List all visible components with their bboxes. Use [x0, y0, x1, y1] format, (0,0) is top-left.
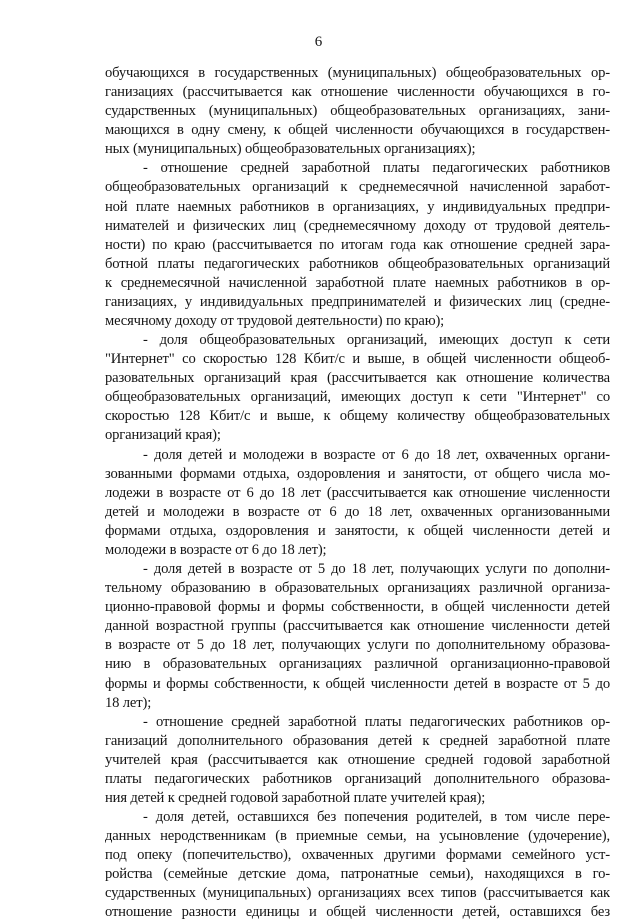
paragraph: [105, 713, 610, 808]
text-line: ганизаций дополнительного образования детей к средней заработной плате: [105, 732, 610, 749]
text-line: - доля детей в возрасте от 5 до 18 лет, получающих услуги по дополни-: [143, 561, 610, 578]
text-line: платы педагогических работников организаций дополнительного образова-: [105, 770, 610, 787]
text-line: ния детей к средней годовой заработной плате учителей края);: [105, 789, 486, 806]
text-line: - доля детей, оставшихся без попечения родителей, в том числе пере-: [143, 809, 610, 826]
text-line: - отношение средней заработной платы педагогических работников ор-: [143, 713, 610, 730]
text-line: молодежи в возрасте от 6 до 18 лет);: [105, 541, 327, 558]
text-line: "Интернет" со скоростью 128 Кбит/с и выше, в общей численности общеоб-: [105, 351, 610, 368]
text-line: общеобразовательных организаций, имеющих доступ к сети "Интернет" со: [105, 389, 610, 406]
page-number: 6: [314, 34, 323, 50]
text-line: формы и формы собственности, к общей численности детей в возрасте от 5 до: [105, 675, 610, 692]
text-line: учителей края (рассчитывается как отношение средней годовой заработной: [105, 751, 610, 768]
text-line: обучающихся в государственных (муниципальных) общеобразовательных ор-: [105, 65, 610, 81]
text-line: данной возрастной группы (рассчитывается как отношение численности детей: [105, 618, 610, 635]
paragraph: [105, 159, 610, 331]
text-line: сударственных (муниципальных) организациях всех типов (рассчитывается как: [105, 885, 610, 902]
text-line: скоростью 128 Кбит/с и выше, к общему количеству общеобразовательных: [105, 408, 610, 425]
text-line: под опеку (попечительство), охваченных другими формами семейного уст-: [105, 847, 610, 864]
text-line: ционно-правовой формы и формы собственности, в общей численности детей: [105, 599, 610, 616]
text-line: нимателей и физических лиц (среднемесячному доходу от трудовой деятель-: [105, 217, 610, 234]
text-line: - отношение средней заработной платы педагогических работников: [143, 160, 610, 177]
text-line: - доля детей и молодежи в возрасте от 6 до 18 лет, охваченных органи-: [143, 446, 610, 463]
paragraph: [105, 331, 610, 445]
text-line: 18 лет);: [105, 694, 152, 711]
paragraph: [105, 560, 610, 713]
text-line: ройства (семейные детские дома, патронатные семьи), находящихся в го-: [105, 866, 610, 883]
text-line: лодежи в возрасте от 6 до 18 лет (рассчитывается как отношение численности: [105, 484, 610, 501]
text-line: нию в образовательных организациях различной организационно-правовой: [105, 656, 610, 673]
text-line: организаций края);: [105, 427, 221, 444]
paragraph: [105, 64, 610, 159]
text-line: данных неродственникам (в приемные семьи, на усыновление (удочерение),: [105, 828, 610, 845]
text-line: формами отдыха, оздоровления и занятости, к общей численности детей и: [105, 522, 610, 539]
text-line: в возрасте от 5 до 18 лет, получающих услуги по дополнительному образова-: [105, 637, 610, 654]
text-line: зованными формами отдыха, оздоровления и занятости, от общего числа мо-: [105, 465, 610, 482]
text-line: ных (муниципальных) общеобразовательных организациях);: [105, 141, 476, 158]
paragraph: [105, 446, 610, 560]
text-line: к среднемесячной начисленной заработной плате наемных работников в ор-: [105, 274, 610, 291]
text-line: разовательных организаций края (рассчитывается как отношение количества: [105, 370, 610, 387]
text-line: ности) по краю (рассчитывается по итогам года как отношение средней зара-: [105, 236, 610, 253]
text-line: тельному образованию в образовательных организациях различной организа-: [105, 580, 610, 597]
document-body: [105, 64, 610, 923]
text-line: общеобразовательных организаций к среднемесячной начисленной заработ-: [105, 179, 610, 196]
text-line: ной плате наемных работников в организациях, у индивидуальных предпри-: [105, 198, 610, 215]
text-line: сударственных (муниципальных) общеобразовательных организациях, зани-: [105, 103, 610, 120]
text-line: - доля общеобразовательных организаций, имеющих доступ к сети: [143, 332, 610, 349]
text-line: мающихся в одну смену, к общей численности обучающихся в государствен-: [105, 122, 610, 139]
text-line: ганизациях (рассчитывается как отношение численности обучающихся в го-: [105, 84, 610, 101]
text-line: детей и молодежи в возрасте от 6 до 18 лет, охваченных организованными: [105, 503, 610, 520]
text-line: отношение разности единицы и общей численности детей, оставшихся без: [105, 904, 610, 921]
text-line: ботной платы педагогических работников общеобразовательных организаций: [105, 255, 610, 272]
paragraph: [105, 808, 610, 922]
text-line: месячному доходу от трудовой деятельности) по краю);: [105, 313, 445, 330]
text-line: ганизациях, у индивидуальных предпринимателей и физических лиц (средне-: [105, 293, 610, 310]
